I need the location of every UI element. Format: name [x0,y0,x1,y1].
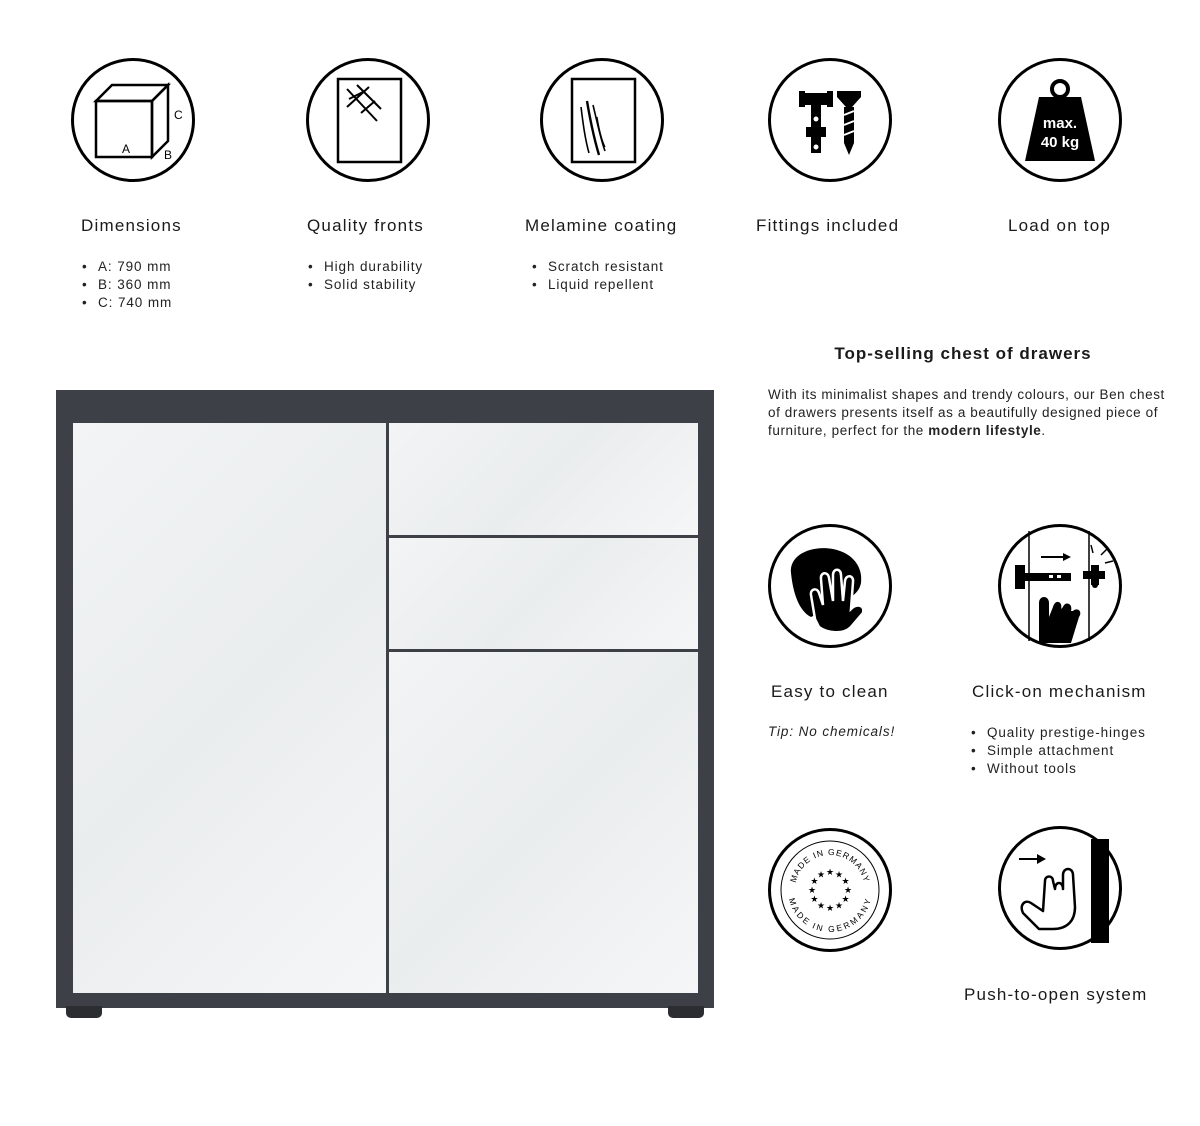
cleaning-tip: Tip: No chemicals! [768,724,896,739]
cabinet-top [56,390,714,408]
scratched-surface-icon [543,61,661,179]
cabinet-foot-left [66,1006,102,1018]
feature-bullets [971,724,1146,778]
click-on-icon-circle [998,524,1122,648]
bullet-item: • High durability [308,258,423,276]
bullet-item: • Simple attachment [971,742,1146,760]
bullet-item: • A: 790 mm [82,258,172,276]
feature-bullets [82,258,172,312]
cube-dimensions-icon [74,61,192,179]
seal-star: ★ [843,886,853,896]
cabinet-middle-drawer [389,538,698,649]
seal-star: ★ [825,904,835,914]
seal-star: ★ [825,868,835,878]
bullet-item: • Without tools [971,760,1146,778]
dimension-label-c: C [174,108,183,122]
bullet-item: • C: 740 mm [82,294,172,312]
seal-star: ★ [816,901,826,912]
made-in-germany-seal-icon [771,831,889,949]
quality-fronts-icon-circle [306,58,430,182]
dimension-label-b: B [164,148,173,162]
seal-icon-circle [768,828,892,952]
description-text-bold: modern lifestyle [928,423,1042,438]
cabinet-left-door [73,423,386,993]
seal-star: ★ [834,870,844,881]
description-text [768,386,1168,440]
seal-star: ★ [810,895,819,905]
seal-text-top: MADE IN GERMANY [787,846,873,884]
feature-title: Click-on mechanism [972,682,1147,701]
dimensions-icon-circle [71,58,195,182]
description-heading: Top-selling chest of drawers [834,344,1092,363]
fittings-icon-circle [768,58,892,182]
feature-title: Load on top [1008,216,1112,235]
cabinet-foot-right [668,1006,704,1018]
feature-title: Dimensions [81,216,182,235]
weight-label-kg: 40 kg [1040,134,1080,151]
feature-title: Easy to clean [771,682,889,701]
hinge-and-screw-icon [771,61,889,179]
seal-star: ★ [810,877,819,887]
bullet-item: • Scratch resistant [532,258,664,276]
clean-icon-circle [768,524,892,648]
seal-star: ★ [834,901,844,912]
cleaning-hand-icon [771,527,889,645]
bullet-item: • Liquid repellent [532,276,664,294]
feature-bullets [308,258,423,294]
feature-title: Fittings included [756,216,900,235]
feature-bullets [532,258,664,294]
melamine-icon-circle [540,58,664,182]
cabinet-top-drawer [389,423,698,535]
dimension-label-a: A [122,142,131,156]
eu-stars [808,868,852,914]
description-text-end: . [1041,423,1046,438]
bullet-item: • Solid stability [308,276,423,294]
seal-star: ★ [807,886,817,896]
push-to-open-icon-circle [998,826,1122,950]
seal-star: ★ [816,870,826,881]
cabinet-right-door [389,652,698,993]
seal-star: ★ [841,895,850,905]
description-text-part: With its minimalist shapes and trendy colours, our Ben chest of drawers presents itself as a beautifully designed piece of furniture, perfect for the [768,387,1165,438]
crossed-front-panel-icon [309,61,427,179]
bullet-item: • B: 360 mm [82,276,172,294]
feature-title: Push-to-open system [964,985,1148,1004]
weight-label-max: max. [1042,115,1078,132]
svg-text:MADE IN GERMANY [788,847,872,884]
bullet-item: • Quality prestige-hinges [971,724,1146,742]
seal-star: ★ [841,877,850,887]
click-on-hinge-icon [1001,527,1119,645]
feature-title: Melamine coating [525,216,678,235]
weight-icon [1001,61,1119,179]
seal-text-bottom: MADE IN GERMANY [786,896,874,935]
feature-title: Quality fronts [307,216,424,235]
load-icon-circle [998,58,1122,182]
push-to-open-icon [1001,829,1119,947]
